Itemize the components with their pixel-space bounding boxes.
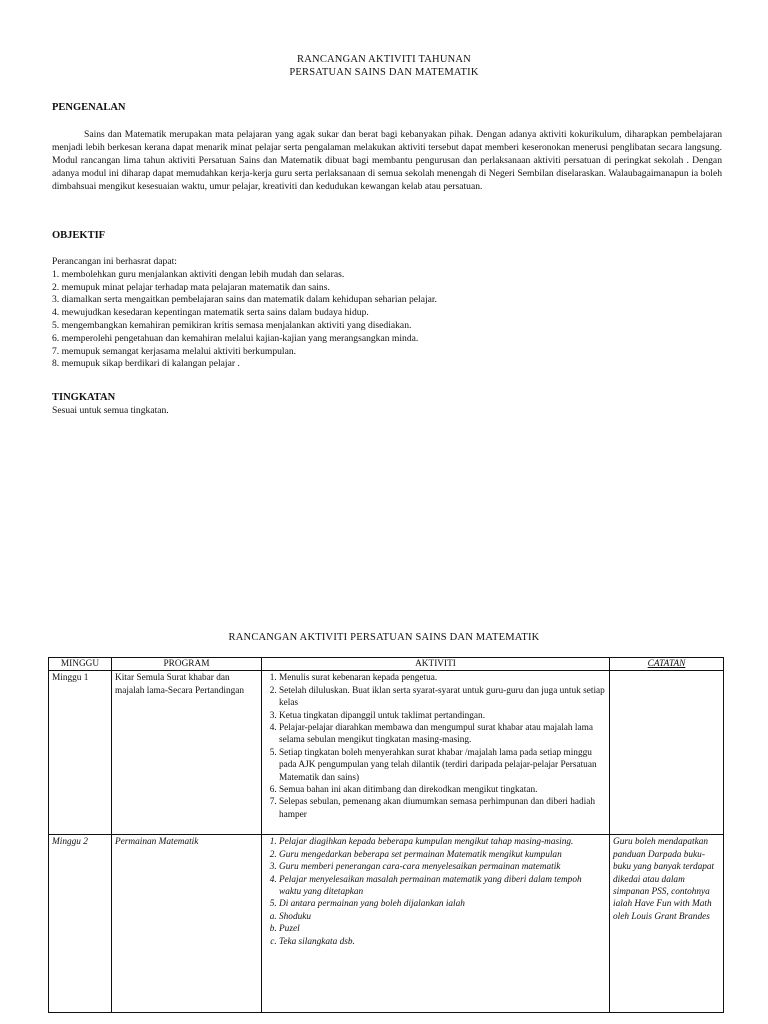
list-item: 4. Pelajar-pelajar diarahkan membawa dan mengumpul surat khabar atau majalah lama selama sebulan mengikut tingkatan masing-masing. [279,722,606,747]
list-item: 4. Pelajar menyelesaikan masalah permainan matematik yang diberi dalam tempoh waktu yang ditetapkan [279,874,606,899]
tingkatan-body: Sesuai untuk semua tingkatan. [52,405,169,416]
table-title: RANCANGAN AKTIVITI PERSATUAN SAINS DAN MATEMATIK [228,632,540,643]
table-row [49,671,724,835]
aktiviti-list [265,672,606,821]
objektif-intro: Perancangan ini berhasrat dapat: [52,256,177,267]
objektif-item: 6. memperolehi pengetahuan dan kemahiran melalui kajian-kajian yang merangsangkan minda. [52,332,419,344]
tingkatan-heading: TINGKATAN [52,392,116,403]
table-header-row [49,658,724,671]
list-item: c. Teka silangkata dsb. [279,936,606,948]
cell-catatan: Guru boleh mendapatkan panduan Darpada buku-buku yang banyak terdapat dikedai atau dalam simpanan PSS, contohnya ialah Have Fun with Math oleh Louis Grant Brandes [610,835,724,1013]
list-item: 3. Ketua tingkatan dipanggil untuk taklimat pertandingan. [279,710,606,722]
objektif-list [52,256,722,371]
list-item: 2. Setelah diluluskan. Buat iklan serta syarat-syarat untuk guru-guru dan juga untuk setiap kelas [279,685,606,710]
list-item: 6. Semua bahan ini akan ditimbang dan direkodkan mengikut tingkatan. [279,784,606,796]
objektif-heading: OBJEKTIF [52,230,106,241]
cell-catatan [610,671,724,835]
cell-minggu: Minggu 2 [49,835,112,1013]
objektif-item: 8. memupuk sikap berdikari di kalangan pelajar . [52,358,240,370]
list-item: 3. Guru memberi penerangan cara-cara menyelesaikan permainan matematik [279,861,606,873]
table-row [49,835,724,1013]
pengenalan-paragraph: Sains dan Matematik merupakan mata pelajaran yang agak sukar dan berat bagi kebanyakan pihak. Dengan adanya aktiviti kokurikulum, diharapkan pembelajaran menjadi lebih berkesan kerana dapat menarik minat pelajar serta pengalaman melakukan aktiviti tersebut dapat memberi keseronokan menerusi penglibatan secara langsung. Modul rancangan lima tahun aktiviti Persatuan Sains dan Matematik dibuat bagi membantu pengurusan dan perlaksanaan aktiviti persatuan di peringkat sekolah . Dengan adanya modul ini diharap dapat memudahkan kerja-kerja guru serta perlaksanaan di semua sekolah menengah di Negeri Sembilan diselaraskan. Walaubagaimanapun ia boleh dimbahsuai mengikut kesesuaian waktu, umur pelajar, kreativiti dan kedudukan kewangan kelab atau persatuan. [52,129,722,192]
list-item: a. Shoduku [279,911,606,923]
list-item: 7. Selepas sebulan, pemenang akan diumumkan semasa perhimpunan dan diberi hadiah hamper [279,796,606,821]
pengenalan-body [52,128,722,193]
list-item: b. Puzel [279,923,606,935]
header-program: PROGRAM [112,658,262,671]
objektif-item: 7. memupuk semangat kerjasama melalui aktiviti berkumpulan. [52,345,297,357]
list-item: 1. Menulis surat kebenaran kepada pengetua. [279,672,606,684]
header-minggu: MINGGU [49,658,112,671]
cell-aktiviti [262,671,610,835]
list-item: 5. Di antara permainan yang boleh dijalankan ialah [279,898,606,910]
activity-plan-table [48,657,724,1013]
cell-program: Kitar Semula Surat khabar dan majalah lama-Secara Pertandingan [112,671,262,835]
header-catatan: CATATAN [610,658,724,671]
document-title-line2: PERSATUAN SAINS DAN MATEMATIK [289,67,479,78]
objektif-item: 2. memupuk minat pelajar terhadap mata pelajaran matematik dan sains. [52,281,330,293]
document-title-line1: RANCANGAN AKTIVITI TAHUNAN [297,54,471,65]
aktiviti-sublist [265,911,606,948]
cell-minggu: Minggu 1 [49,671,112,835]
pengenalan-heading: PENGENALAN [52,102,126,113]
list-item: 1. Pelajar diagihkan kepada beberapa kumpulan mengikut tahap masing-masing. [279,836,606,848]
objektif-item: 5. mengembangkan kemahiran pemikiran kritis semasa menjalankan aktiviti yang disediakan. [52,319,412,331]
aktiviti-list [265,836,606,910]
cell-program: Permainan Matematik [112,835,262,1013]
list-item: 5. Setiap tingkatan boleh menyerahkan surat khabar /majalah lama pada setiap minggu pada AJK pengumpulan yang telah dilantik (terdiri daripada pelajar-pelajar Persatuan Matematik dan sains) [279,747,606,784]
header-aktiviti: AKTIVITI [262,658,610,671]
objektif-item: 1. membolehkan guru menjalankan aktiviti dengan lebih mudah dan selaras. [52,268,345,280]
cell-aktiviti [262,835,610,1013]
objektif-item: 3. diamalkan serta mengaitkan pembelajaran sains dan matematik dalam kehidupan seharian pelajar. [52,294,437,306]
objektif-item: 4. mewujudkan kesedaran kepentingan matematik serta sains dalam budaya hidup. [52,307,369,319]
list-item: 2. Guru mengedarkan beberapa set permainan Matematik mengikut kumpulan [279,849,606,861]
